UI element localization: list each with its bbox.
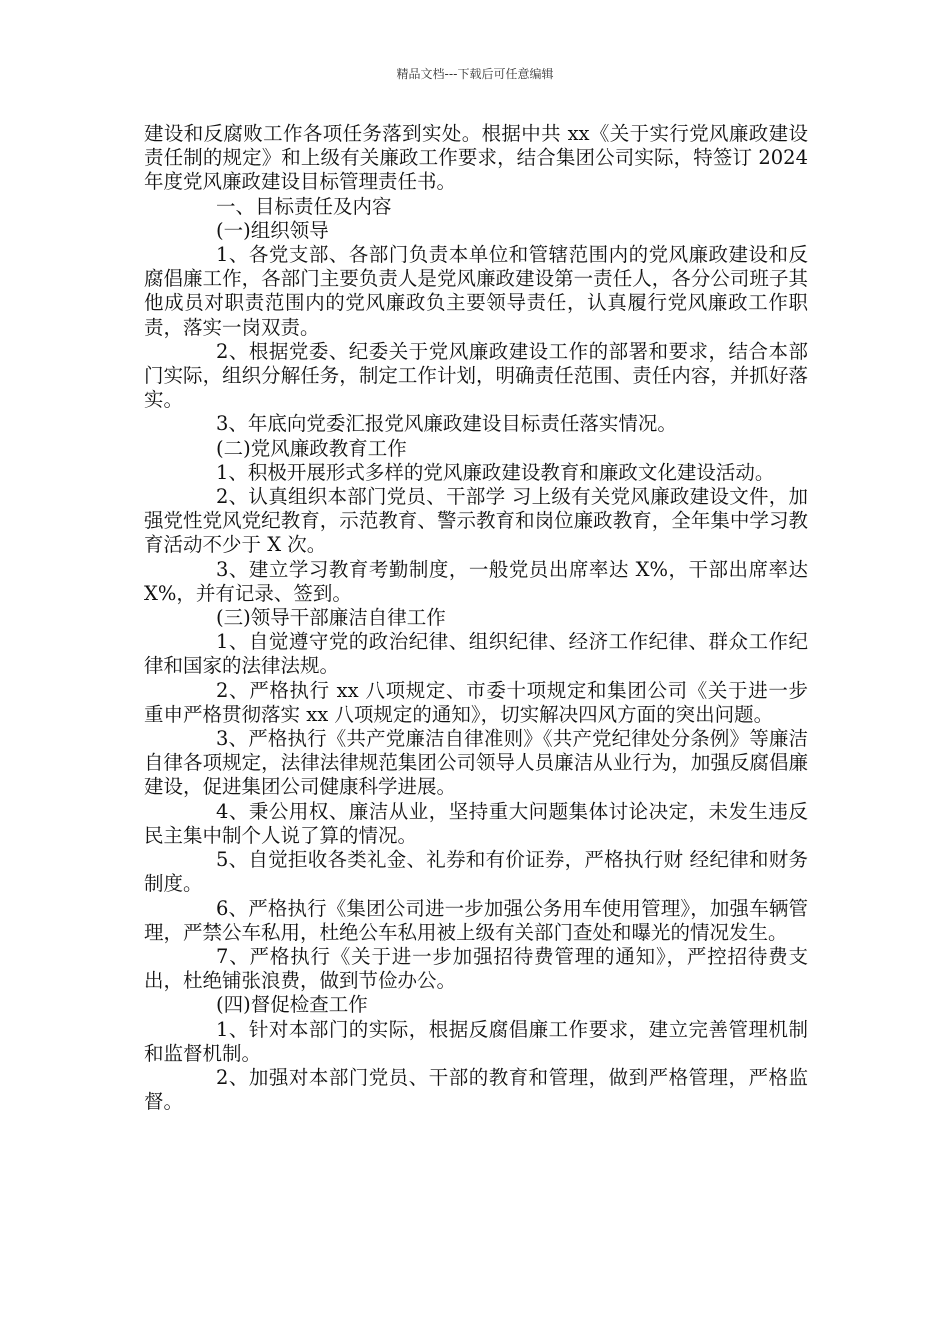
- subsection-heading-leadership: (一)组织领导: [216, 218, 329, 242]
- list-item: 3、严格执行《共产党廉洁自律准则》《共产党纪律处分条例》等廉洁自律各项规定，法律法律规范集团公司领导人员廉洁从业行为，加强反腐倡廉建设，促进集团公司健康科学进展。: [144, 727, 808, 799]
- document-body: [144, 122, 808, 1114]
- list-item: 2、根据党委、纪委关于党风廉政建设工作的部署和要求，结合本部门实际，组织分解任务，制定工作计划，明确责任范围、责任内容，并抓好落实。: [144, 339, 808, 412]
- subsection-heading-self-discipline: (三)领导干部廉洁自律工作: [216, 606, 446, 630]
- intro-paragraph: 建设和反腐败工作各项任务落到实处。根据中共 xx《关于实行党风廉政建设责任制的规定》和上级有关廉政工作要求，结合集团公司实际，特签订 2024 年度党风廉政建设目标管理责任书。: [144, 122, 808, 194]
- list-item: 2、加强对本部门党员、干部的教育和管理，做到严格管理，严格监督。: [144, 1065, 808, 1114]
- list-item: 4、秉公用权、廉洁从业，坚持重大问题集体讨论决定，未发生违反民主集中制个人说了算的情况。: [144, 799, 808, 847]
- page-header: 精品文档---下载后可任意编辑: [396, 67, 554, 81]
- list-item: 1、自觉遵守党的政治纪律、组织纪律、经济工作纪律、群众工作纪律和国家的法律法规。: [144, 630, 808, 678]
- list-item: 2、严格执行 xx 八项规定、市委十项规定和集团公司《关于进一步重申严格贯彻落实 xx 八项规定的通知》，切实解决四风方面的突出问题。: [144, 678, 808, 726]
- list-item: 6、严格执行《集团公司进一步加强公务用车使用管理》，加强车辆管理，严禁公车私用，杜绝公车私用被上级有关部门查处和曝光的情况发生。: [144, 896, 808, 944]
- list-item: 1、各党支部、各部门负责本单位和管辖范围内的党风廉政建设和反腐倡廉工作，各部门主要负责人是党风廉政建设第一责任人，各分公司班子其他成员对职责范围内的党风廉政负主要领导责任，认真履行党风廉政工作职责，落实一岗双责。: [144, 243, 808, 339]
- list-item: 1、积极开展形式多样的党风廉政建设教育和廉政文化建设活动。: [216, 460, 775, 484]
- list-item: 5、自觉拒收各类礼金、礼券和有价证券，严格执行财 经纪律和财务制度。: [144, 848, 808, 896]
- list-item: 1、针对本部门的实际，根据反腐倡廉工作要求，建立完善管理机制和监督机制。: [144, 1017, 808, 1065]
- subsection-heading-education: (二)党风廉政教育工作: [216, 436, 407, 460]
- subsection-heading-supervision: (四)督促检查工作: [216, 993, 368, 1017]
- section-heading-goals: 一、目标责任及内容: [216, 194, 392, 218]
- list-item: 7、严格执行《关于进一步加强招待费管理的通知》，严控招待费支出，杜绝铺张浪费，做到节俭办公。: [144, 944, 808, 993]
- list-item: 3、年底向党委汇报党风廉政建设目标责任落实情况。: [216, 412, 677, 436]
- list-item: 3、建立学习教育考勤制度，一般党员出席率达 X%，干部出席率达 X%，并有记录、签到。: [144, 557, 808, 605]
- list-item: 2、认真组织本部门党员、干部学 习上级有关党风廉政建设文件，加强党性党风党纪教育，示范教育、警示教育和岗位廉政教育，全年集中学习教育活动不少于 X 次。: [144, 485, 808, 557]
